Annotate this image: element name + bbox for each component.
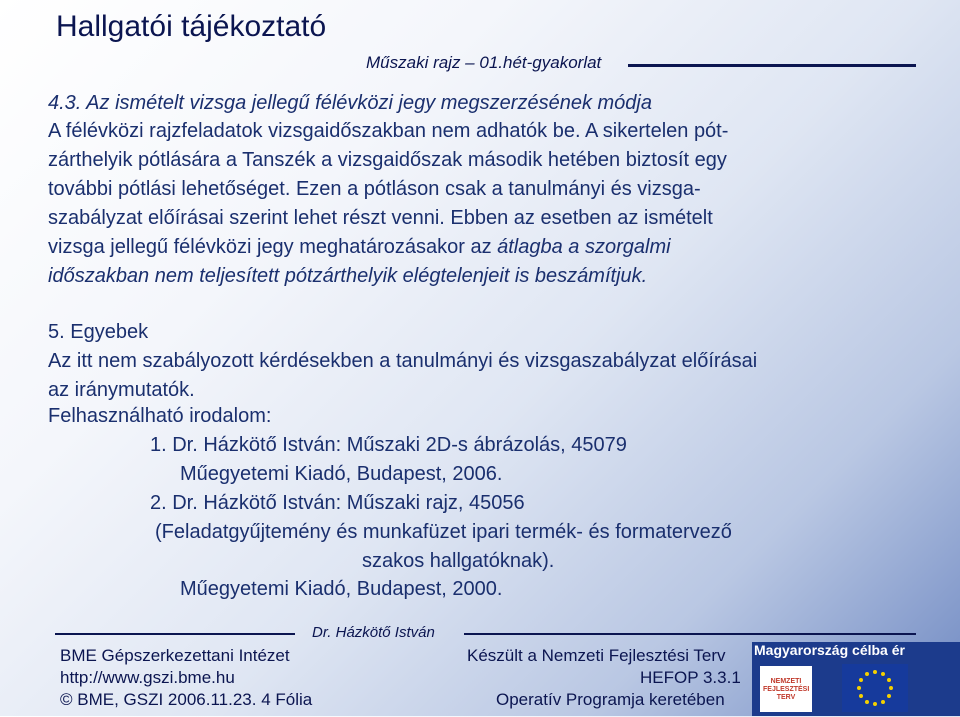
header-rule [628,64,916,67]
reference-item: (Feladatgyűjtemény és munkafüzet ipari termék- és formatervező [155,521,732,543]
eu-flag-icon [842,664,908,712]
footer-nft: Készült a Nemzeti Fejlesztési Terv [467,646,726,665]
page-title: Hallgatói tájékoztató [56,10,327,43]
footer-hefop: HEFOP 3.3.1 [640,668,741,687]
body-line: Felhasználható irodalom: [48,405,272,427]
body-line: Az itt nem szabályozott kérdésekben a tanulmányi és vizsgaszabályzat előírásai [48,350,758,372]
body-line: A félévközi rajzfeladatok vizsgaidőszakban nem adhatók be. A sikertelen pót- [48,120,729,142]
footer-copyright: © BME, GSZI 2006.11.23. 4 Fólia [60,690,313,709]
nft-logo [752,642,960,716]
body-line-mixed [48,236,671,259]
footer-url: http://www.gszi.bme.hu [60,668,235,687]
footer-program: Operatív Programja keretében [496,690,725,709]
course-subtitle: Műszaki rajz – 01.hét-gyakorlat [366,53,602,72]
section-4-3-heading: 4.3. Az ismételt vizsga jellegű félévközi jegy megszerzésének módja [48,92,652,114]
footer-author: Dr. Házkötő István [312,624,435,641]
body-text: vizsga jellegű félévközi jegy meghatározásakor az [48,236,498,258]
body-line: további pótlási lehetőséget. Ezen a pótláson csak a tanulmányi és vizsga- [48,178,701,200]
body-line-italic: időszakban nem teljesített pótzárthelyik elégtelenjeit is beszámítjuk. [48,265,648,287]
reference-item: Műegyetemi Kiadó, Budapest, 2000. [180,578,503,600]
reference-item: 1. Dr. Házkötő István: Műszaki 2D-s ábrázolás, 45079 [150,434,627,456]
nft-badge-icon [760,666,812,712]
badge-text: NEMZETI FEJLESZTÉSI TERV [763,678,810,701]
reference-item: Műegyetemi Kiadó, Budapest, 2006. [180,463,503,485]
footer-institute: BME Gépszerkezettani Intézet [60,646,290,665]
logo-slogan: Magyarország célba ér [754,642,905,658]
body-text-italic: átlagba a szorgalmi [497,236,671,258]
body-line: szabályzat előírásai szerint lehet részt venni. Ebben az esetben az ismételt [48,207,713,229]
reference-item: szakos hallgatóknak). [362,550,555,572]
reference-item: 2. Dr. Házkötő István: Műszaki rajz, 45056 [150,492,525,514]
footer-rule-right [464,633,916,635]
footer-rule-left [55,633,295,635]
body-line: zárthelyik pótlására a Tanszék a vizsgaidőszak második hetében biztosít egy [48,149,727,171]
body-line: az iránymutatók. [48,379,195,401]
section-5-heading: 5. Egyebek [48,321,149,343]
